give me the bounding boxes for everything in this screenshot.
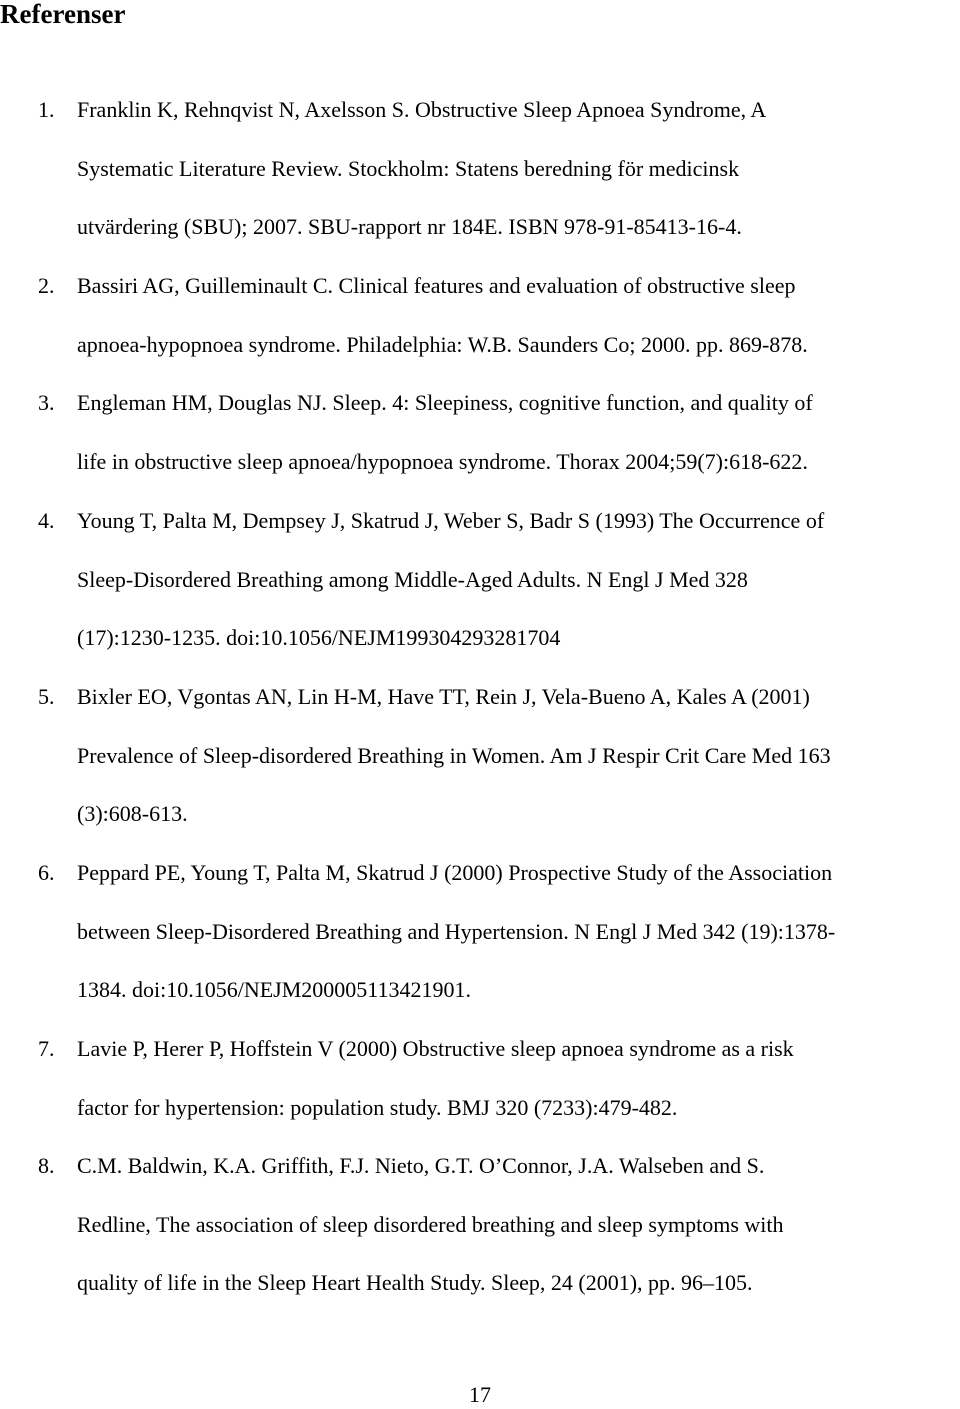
- reference-number: 5.: [38, 684, 55, 709]
- reference-text: Franklin K, Rehnqvist N, Axelsson S. Obstructive Sleep Apnoea Syndrome, A Systematic Literature Review. Stockholm: Statens beredning för medicinsk utvärdering (SBU); 2007. SBU-rapport nr 184E. ISBN 978-91-85413-16-4.: [77, 97, 767, 240]
- reference-number: 1.: [38, 97, 55, 122]
- reference-number: 6.: [38, 860, 55, 885]
- page-heading: Referenser: [0, 0, 126, 29]
- reference-number: 3.: [38, 390, 55, 415]
- reference-text: Engleman HM, Douglas NJ. Sleep. 4: Sleepiness, cognitive function, and quality of life in obstructive sleep apnoea/hypopnoea syndrome. Thorax 2004;59(7):618-622.: [77, 390, 813, 474]
- reference-text: Peppard PE, Young T, Palta M, Skatrud J (2000) Prospective Study of the Association between Sleep-Disordered Breathing and Hypertension. N Engl J Med 342 (19):1378- 1384. doi:10.1056/NEJM200005113421901.: [77, 860, 836, 1003]
- reference-text: Young T, Palta M, Dempsey J, Skatrud J, Weber S, Badr S (1993) The Occurrence of Sleep-Disordered Breathing among Middle-Aged Adults. N Engl J Med 328 (17):1230-1235. doi:10.1056/NEJM199304293281704: [77, 508, 825, 651]
- reference-text: Bixler EO, Vgontas AN, Lin H-M, Have TT, Rein J, Vela-Bueno A, Kales A (2001) Prevalence of Sleep-disordered Breathing in Women. Am J Respir Crit Care Med 163 (3):608-613.: [77, 684, 831, 827]
- reference-number: 4.: [38, 508, 55, 533]
- reference-text: Bassiri AG, Guilleminault C. Clinical features and evaluation of obstructive sleep apnoea-hypopnoea syndrome. Philadelphia: W.B. Saunders Co; 2000. pp. 869-878.: [77, 273, 808, 357]
- reference-text: C.M. Baldwin, K.A. Griffith, F.J. Nieto, G.T. O’Connor, J.A. Walseben and S. Redline, The association of sleep disordered breathing and sleep symptoms with quality of life in the Sleep Heart Health Study. Sleep, 24 (2001), pp. 96–105.: [77, 1153, 784, 1296]
- reference-number: 2.: [38, 273, 55, 298]
- reference-number: 7.: [38, 1036, 55, 1061]
- page-number: 17: [469, 1382, 491, 1407]
- reference-text: Lavie P, Herer P, Hoffstein V (2000) Obstructive sleep apnoea syndrome as a risk factor for hypertension: population study. BMJ 320 (7233):479-482.: [77, 1036, 794, 1120]
- reference-number: 8.: [38, 1153, 55, 1178]
